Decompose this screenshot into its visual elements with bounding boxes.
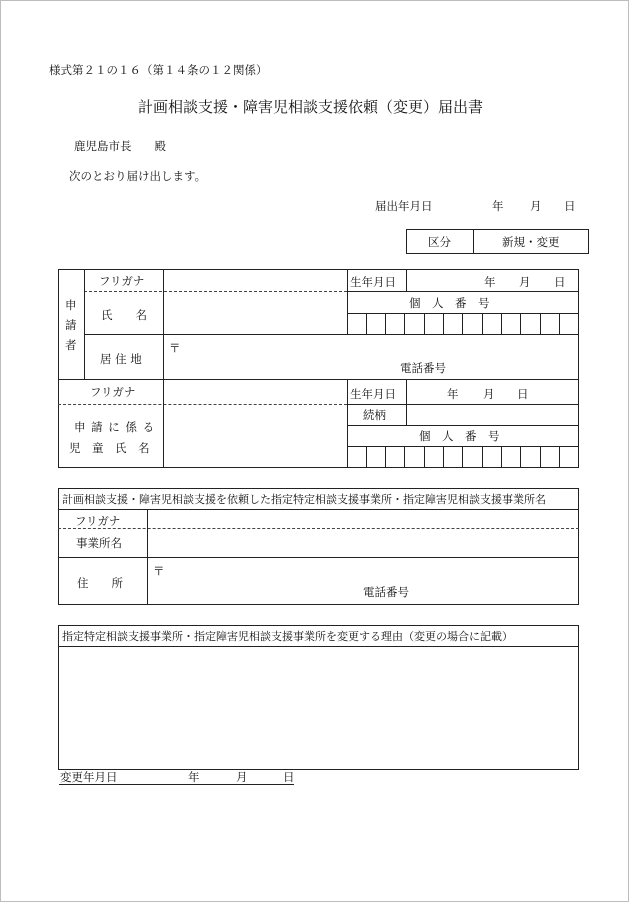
change-date-year: 年 bbox=[188, 770, 200, 784]
intro-text: 次のとおり届け出します。 bbox=[69, 169, 207, 183]
applicant-postal-mark: 〒 bbox=[169, 341, 181, 355]
child-birth-day: 日 bbox=[517, 387, 529, 401]
office-name-field[interactable] bbox=[148, 530, 578, 556]
form-title: 計画相談支援・障害児相談支援依頼（変更）届出書 bbox=[138, 98, 484, 116]
applicant-birth-field[interactable] bbox=[407, 270, 477, 290]
office-furigana-label: フリガナ bbox=[75, 514, 121, 528]
filing-date-year: 年 bbox=[492, 199, 504, 213]
child-personal-number-label: 個 人 番 号 bbox=[419, 429, 500, 443]
change-date-day: 日 bbox=[283, 770, 295, 784]
child-personal-number-field[interactable] bbox=[348, 447, 578, 467]
change-date-month: 月 bbox=[236, 770, 248, 784]
applicant-furigana-label: フリガナ bbox=[99, 274, 145, 288]
applicant-phone-label: 電話番号 bbox=[400, 361, 446, 375]
change-date-underline bbox=[59, 784, 294, 785]
filing-date-day: 日 bbox=[564, 199, 576, 213]
child-birth-year: 年 bbox=[447, 387, 459, 401]
applicant-furigana-field[interactable] bbox=[164, 270, 346, 290]
office-postal-mark: 〒 bbox=[153, 564, 165, 578]
child-name-line2: 児 童 氏 名 bbox=[69, 441, 150, 455]
applicant-address-field[interactable] bbox=[183, 335, 578, 378]
applicant-birth-day: 日 bbox=[554, 275, 566, 289]
child-furigana-field[interactable] bbox=[164, 380, 346, 403]
child-relation-field[interactable] bbox=[407, 405, 578, 424]
office-address-label: 住 所 bbox=[77, 576, 123, 590]
applicant-birth-year: 年 bbox=[484, 275, 496, 289]
applicant-birth-label: 生年月日 bbox=[350, 275, 396, 289]
child-birth-month: 月 bbox=[483, 387, 495, 401]
filing-date-label: 届出年月日 bbox=[375, 199, 433, 213]
reason-header: 指定特定相談支援事業所・指定障害児相談支援事業所を変更する理由（変更の場合に記載） bbox=[62, 630, 513, 643]
applicant-personal-number-label: 個 人 番 号 bbox=[409, 296, 490, 310]
change-date-label: 変更年月日 bbox=[60, 770, 118, 784]
child-relation-label: 続柄 bbox=[363, 408, 386, 422]
applicant-name-field[interactable] bbox=[164, 292, 346, 333]
applicant-address-label: 居 住 地 bbox=[100, 352, 142, 366]
change-date-field[interactable] bbox=[121, 769, 281, 784]
child-furigana-label: フリガナ bbox=[90, 385, 136, 399]
category-label: 区分 bbox=[428, 235, 451, 249]
addressee: 鹿児島市長 殿 bbox=[74, 139, 166, 153]
office-name-label: 事業所名 bbox=[76, 536, 122, 550]
applicant-personal-number-field[interactable] bbox=[348, 314, 578, 333]
applicant-name-label: 氏 名 bbox=[101, 308, 147, 322]
reason-field[interactable] bbox=[59, 647, 578, 769]
child-name-line1: 申 請 に 係 る bbox=[74, 420, 156, 434]
office-phone-label: 電話番号 bbox=[363, 585, 409, 599]
category-value[interactable]: 新規・変更 bbox=[502, 235, 560, 249]
applicant-birth-month: 月 bbox=[519, 275, 531, 289]
office-furigana-field[interactable] bbox=[148, 510, 578, 527]
child-birth-label: 生年月日 bbox=[350, 387, 396, 401]
form-page: 様式第２１の１６（第１４条の１２関係） 計画相談支援・障害児相談支援依頼（変更）届出書 鹿児島市長 殿 次のとおり届け出します。 届出年月日 年 月 日 区分 新規・変更 申 請 者 フリガナ 氏 名 生年月日 年 月 日 個 人 番 号 居 住 地 〒 電話番号 フリガナ 申 請 に 係 る 児 童 氏 名 生年月日 年 月 日 続柄 個 人 番 号 計画相談支援・障害児相談支援を依頼した指定特定相談支援事業所・指定障害児相談支援事業所名 フリガナ 事業所名 住 所 〒 電話番号 指定特定相談支援事業所・指定障害児相談支援事業所を変更する理由（変更の場合に記載） 変更年月日 年 月 日 bbox=[0, 0, 629, 902]
child-birth-field[interactable] bbox=[407, 380, 437, 403]
office-header: 計画相談支援・障害児相談支援を依頼した指定特定相談支援事業所・指定障害児相談支援事業所名 bbox=[62, 493, 546, 506]
office-address-field[interactable] bbox=[166, 558, 578, 604]
filing-date-month: 月 bbox=[530, 199, 542, 213]
child-name-field[interactable] bbox=[164, 405, 346, 467]
form-number: 様式第２１の１６（第１４条の１２関係） bbox=[49, 63, 268, 77]
